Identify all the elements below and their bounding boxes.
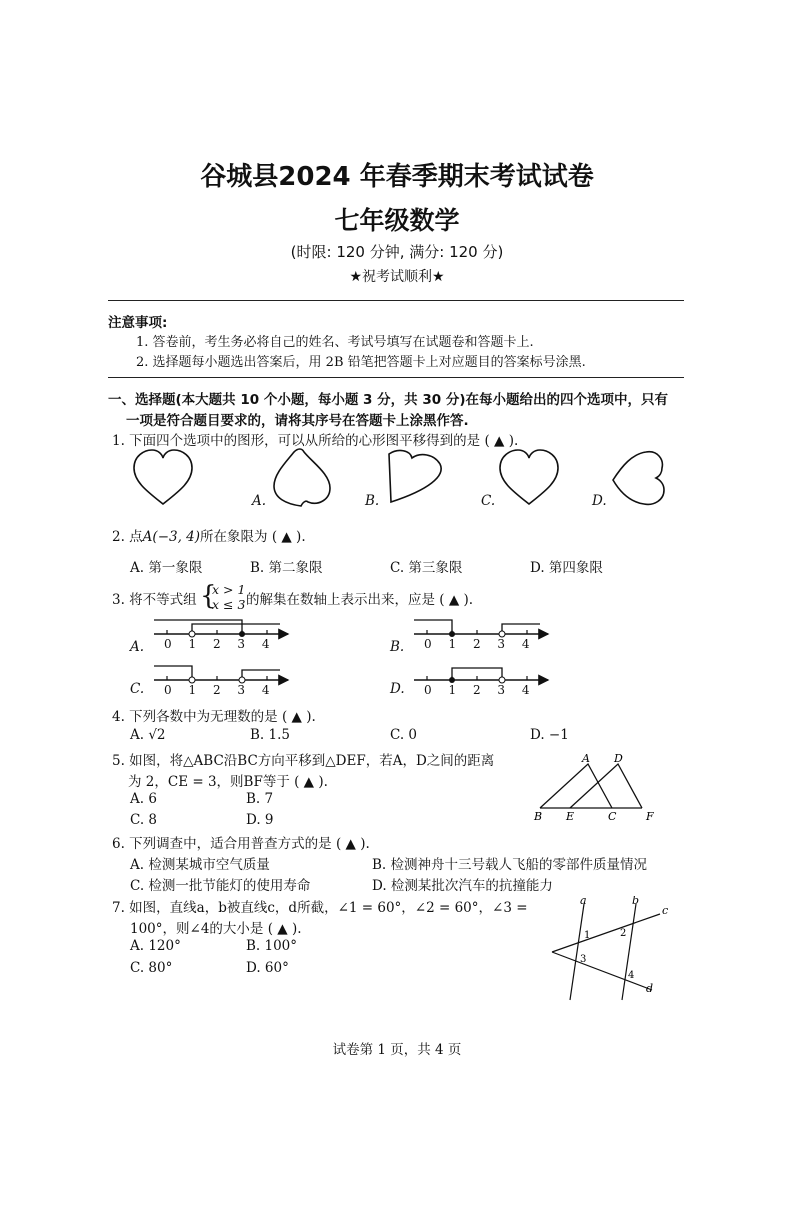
- tick: 1: [448, 683, 457, 697]
- heart-option-a: [274, 449, 330, 506]
- tick: 0: [164, 683, 172, 697]
- heart-original: [134, 450, 192, 504]
- exam-subtitle: 七年级数学: [334, 206, 460, 235]
- q7-option-d: D. 60°: [246, 960, 289, 976]
- q7-line1: 7. 如图，直线a，b被直线c，d所截，∠1 = 60°，∠2 = 60°，∠3 =: [112, 900, 528, 916]
- q3-ticks-c: [164, 683, 270, 697]
- q5-label-b: B: [534, 810, 543, 823]
- q5-label-f: F: [646, 810, 654, 823]
- heart-option-c: [500, 450, 558, 504]
- q5-label-e: E: [566, 810, 575, 823]
- q7-option-b: B. 100°: [246, 938, 298, 954]
- q5-label-d: D: [614, 752, 623, 765]
- q4-stem: 4. 下列各数中为无理数的是 ( ▲ ).: [112, 709, 316, 725]
- number-line-b: [414, 620, 548, 637]
- q2-option-b: B. 第二象限: [250, 560, 323, 576]
- notice-item-1: 1. 答卷前，考生务必将自己的姓名、考试号填写在试题卷和答题卡上.: [136, 335, 534, 350]
- q3-ticks-d: [424, 683, 530, 697]
- q5-option-b: B. 7: [246, 791, 274, 807]
- q3-ticks-a: [164, 637, 270, 651]
- q5-label-a: A: [582, 752, 590, 765]
- q3-brace: {: [200, 581, 217, 611]
- q6-option-d: D. 检测某批次汽车的抗撞能力: [372, 878, 553, 894]
- q3-stem-prefix: 3. 将不等式组: [112, 592, 197, 608]
- q4-option-a: A. √2: [130, 727, 166, 743]
- q2-option-c: C. 第三象限: [390, 560, 463, 576]
- q1-label-d: D.: [592, 493, 607, 509]
- q7-option-a: A. 120°: [130, 938, 181, 954]
- q7-line2: 100°，则∠4的大小是 ( ▲ ).: [130, 921, 302, 937]
- number-line-d: [414, 668, 548, 683]
- divider-top: [108, 300, 684, 301]
- q1-label-c: C.: [481, 493, 496, 509]
- q2-option-a: A. 第一象限: [130, 560, 203, 576]
- q5-option-a: A. 6: [130, 791, 157, 807]
- q3-label-c: C.: [130, 681, 145, 697]
- tick: 0: [424, 683, 432, 697]
- q7-angle-2: 2: [620, 928, 627, 939]
- q1-label-a: A.: [252, 493, 267, 509]
- q3-ticks-b: [424, 637, 530, 651]
- tick: 1: [448, 637, 457, 651]
- q5-line1: 5. 如图，将△ABC沿BC方向平移到△DEF，若A，D之间的距离: [112, 753, 495, 769]
- q4-option-b: B. 1.5: [250, 727, 290, 743]
- q5-line2: 为 2，CE = 3，则BF等于 ( ▲ ).: [128, 774, 328, 790]
- q7-angle-1: 1: [584, 930, 591, 941]
- blessing: ★祝考试顺利★: [349, 269, 445, 285]
- q6-option-b: B. 检测神舟十三号载人飞船的零部件质量情况: [372, 857, 648, 873]
- tick: 1: [188, 683, 197, 697]
- tick: 0: [424, 637, 432, 651]
- q7-angle-4: 4: [628, 970, 635, 981]
- section1-line1: 一、选择题(本大题共 10 个小题，每小题 3 分，共 30 分)在每小题给出的四个选项中，只有: [108, 392, 669, 408]
- tick: 2: [212, 637, 221, 651]
- exam-title: 谷城县2024 年春季期末考试试卷: [200, 162, 594, 192]
- q3-label-a: A.: [130, 639, 145, 655]
- tick: 0: [164, 637, 172, 651]
- q7-label-c: c: [662, 904, 669, 917]
- tick: 2: [472, 637, 481, 651]
- q6-stem: 6. 下列调查中，适合用普查方式的是 ( ▲ ).: [112, 836, 370, 852]
- notice-heading: 注意事项:: [108, 315, 168, 331]
- section1-line2: 一项是符合题目要求的，请将其序号在答题卡上涂黑作答.: [126, 413, 469, 429]
- q7-label-b: b: [632, 896, 640, 907]
- q3-label-d: D.: [390, 681, 405, 697]
- q2-stem-suffix: 所在象限为 ( ▲ ).: [200, 529, 306, 545]
- tick: 3: [237, 637, 246, 651]
- q7-figure: [548, 896, 678, 1002]
- q2-point: A(−3, 4): [142, 529, 201, 545]
- tick: 2: [472, 683, 481, 697]
- q2-option-d: D. 第四象限: [530, 560, 603, 576]
- tick: 3: [497, 637, 506, 651]
- notice-item-2: 2. 选择题每小题选出答案后，用 2B 铅笔把答题卡上对应题目的答案标号涂黑.: [136, 355, 586, 370]
- q2-stem: [112, 525, 306, 545]
- tick: 2: [212, 683, 221, 697]
- q7-option-c: C. 80°: [130, 960, 173, 976]
- page-footer: 试卷第 1 页，共 4 页: [332, 1042, 462, 1058]
- q7-angle-3: 3: [580, 954, 587, 965]
- number-line-a: [154, 620, 288, 637]
- divider-bottom: [108, 377, 684, 378]
- q3-ineq-2: x ≤ 3: [212, 597, 246, 612]
- tick: 1: [188, 637, 197, 651]
- q5-option-c: C. 8: [130, 812, 158, 828]
- q2-stem-prefix: 2. 点: [112, 529, 143, 545]
- q7-label-d: d: [646, 982, 654, 995]
- q1-stem: 1. 下面四个选项中的图形，可以从所给的心形图平移得到的是 ( ▲ ).: [112, 433, 519, 449]
- q1-label-b: B.: [365, 493, 380, 509]
- time-limit: (时限: 120 分钟, 满分: 120 分): [290, 243, 504, 261]
- q5-figure: [528, 750, 668, 826]
- tick: 3: [497, 683, 506, 697]
- q3-ineq-1: x > 1: [212, 582, 246, 597]
- heart-option-d: [613, 452, 664, 505]
- number-line-c: [154, 666, 288, 683]
- q3-stem: [112, 588, 197, 608]
- q3-label-b: B.: [390, 639, 405, 655]
- tick: 4: [521, 637, 530, 651]
- q3-stem-suffix: 的解集在数轴上表示出来，应是 ( ▲ ).: [246, 592, 474, 608]
- heart-option-b: [389, 451, 441, 502]
- tick: 4: [521, 683, 530, 697]
- q6-option-c: C. 检测一批节能灯的使用寿命: [130, 878, 311, 894]
- q7-label-a: a: [580, 896, 587, 907]
- q4-option-d: D. −1: [530, 727, 569, 743]
- tick: 3: [237, 683, 246, 697]
- q5-label-c: C: [608, 810, 617, 823]
- q6-option-a: A. 检测某城市空气质量: [130, 857, 270, 873]
- tick: 4: [261, 637, 270, 651]
- q5-option-d: D. 9: [246, 812, 274, 828]
- tick: 4: [261, 683, 270, 697]
- q4-option-c: C. 0: [390, 727, 418, 743]
